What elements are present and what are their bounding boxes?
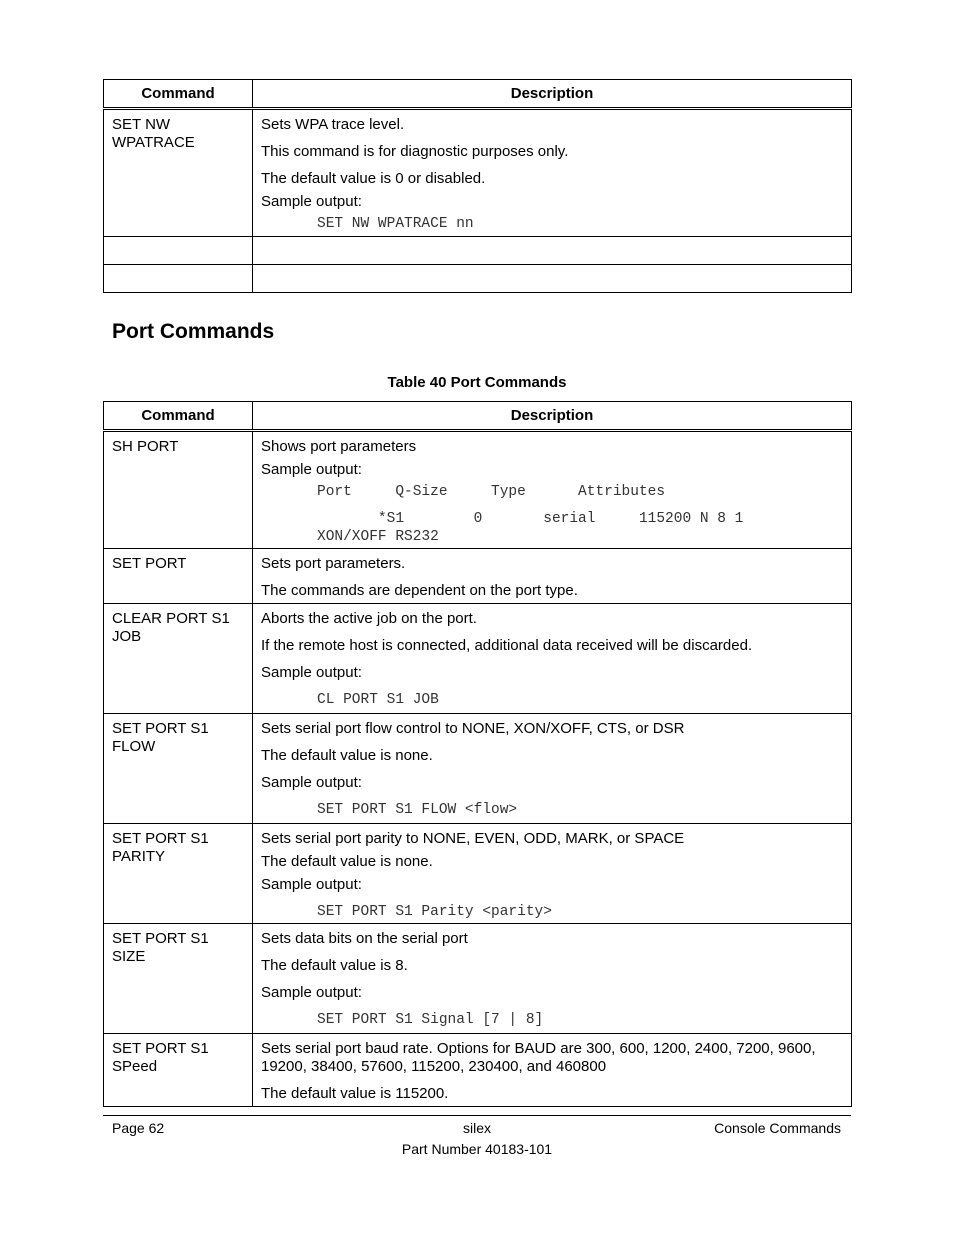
description-column-header: Description [253,80,852,109]
command-name: SET PORT S1 [112,930,209,947]
description-line: The default value is none. [261,853,433,870]
command-name: CLEAR PORT S1 [112,610,230,627]
table-header-row [104,402,852,431]
code-sample: SET PORT S1 FLOW <flow> [317,802,518,818]
description-line: Sets serial port baud rate. Options for BAUD are 300, 600, 1200, 2400, 7200, 9600, 19200, 38400, 57600, 115200, 230400, and 460800 [261,1040,816,1075]
description-line: The default value is none. [261,747,433,764]
table-row [104,604,852,714]
description-line: Sample output: [261,664,362,681]
description-line: The commands are dependent on the port type. [261,582,578,599]
description-line: Sets serial port parity to NONE, EVEN, ODD, MARK, or SPACE [261,830,685,847]
command-name: FLOW [112,738,156,755]
port-commands-table [103,401,852,1107]
footer-part-number: Part Number 40183-101 [401,1141,553,1157]
table-row [104,1034,852,1107]
command-name: SH PORT [112,438,179,455]
code-sample: SET NW WPATRACE nn [317,216,474,232]
description-line: Sets serial port flow control to NONE, XON/XOFF, CTS, or DSR [261,720,685,737]
table-row [104,924,852,1034]
description-line: Sample output: [261,193,362,210]
table-row [104,824,852,924]
footer-rule [103,1115,851,1116]
description-line: This command is for diagnostic purposes only. [261,143,569,160]
command-name: SIZE [112,948,146,965]
description-line: The default value is 115200. [261,1085,449,1102]
description-line: Sets data bits on the serial port [261,930,468,947]
description-line: Sample output: [261,876,362,893]
footer-page-number: Page 62 [112,1120,165,1136]
table-row [104,431,852,549]
empty-table-row [104,237,852,265]
table-caption: Table 40 Port Commands [387,374,567,391]
description-line: Sets WPA trace level. [261,116,405,133]
description-line: If the remote host is connected, additional data received will be discarded. [261,637,753,654]
command-column-header: Command [104,80,253,109]
footer-section: Console Commands [714,1120,841,1136]
table-row [104,549,852,604]
description-line: Sample output: [261,774,362,791]
table-row [104,714,852,824]
code-sample: SET PORT S1 Signal [7 | 8] [317,1012,544,1028]
command-name: SET PORT S1 [112,720,209,737]
command-name: SET PORT [112,555,187,572]
command-name: JOB [112,628,142,645]
description-line: Sample output: [261,984,362,1001]
description-line: Shows port parameters [261,438,417,455]
code-sample: *S1 0 serial 115200 N 8 1 [317,511,744,527]
empty-table-row [104,265,852,293]
command-name: SET NW [112,116,171,133]
description-line: Sample output: [261,461,362,478]
command-name: PARITY [112,848,166,865]
section-heading: Port Commands [112,320,275,343]
table-header-row [104,80,852,109]
description-line: The default value is 8. [261,957,408,974]
command-name: WPATRACE [112,134,195,151]
command-name: SET PORT S1 [112,830,209,847]
code-sample: XON/XOFF RS232 [317,529,439,545]
command-name: SET PORT S1 [112,1040,209,1057]
description-line: Aborts the active job on the port. [261,610,477,627]
command-name: SPeed [112,1058,158,1075]
code-sample: CL PORT S1 JOB [317,692,439,708]
command-column-header: Command [104,402,253,431]
description-column-header: Description [253,402,852,431]
code-sample: SET PORT S1 Parity <parity> [317,904,552,920]
table-row [104,109,852,237]
description-line: The default value is 0 or disabled. [261,170,486,187]
footer-company: silex [462,1120,491,1136]
description-line: Sets port parameters. [261,555,406,572]
code-sample: Port Q-Size Type Attributes [317,484,666,500]
top-command-table [103,79,852,293]
